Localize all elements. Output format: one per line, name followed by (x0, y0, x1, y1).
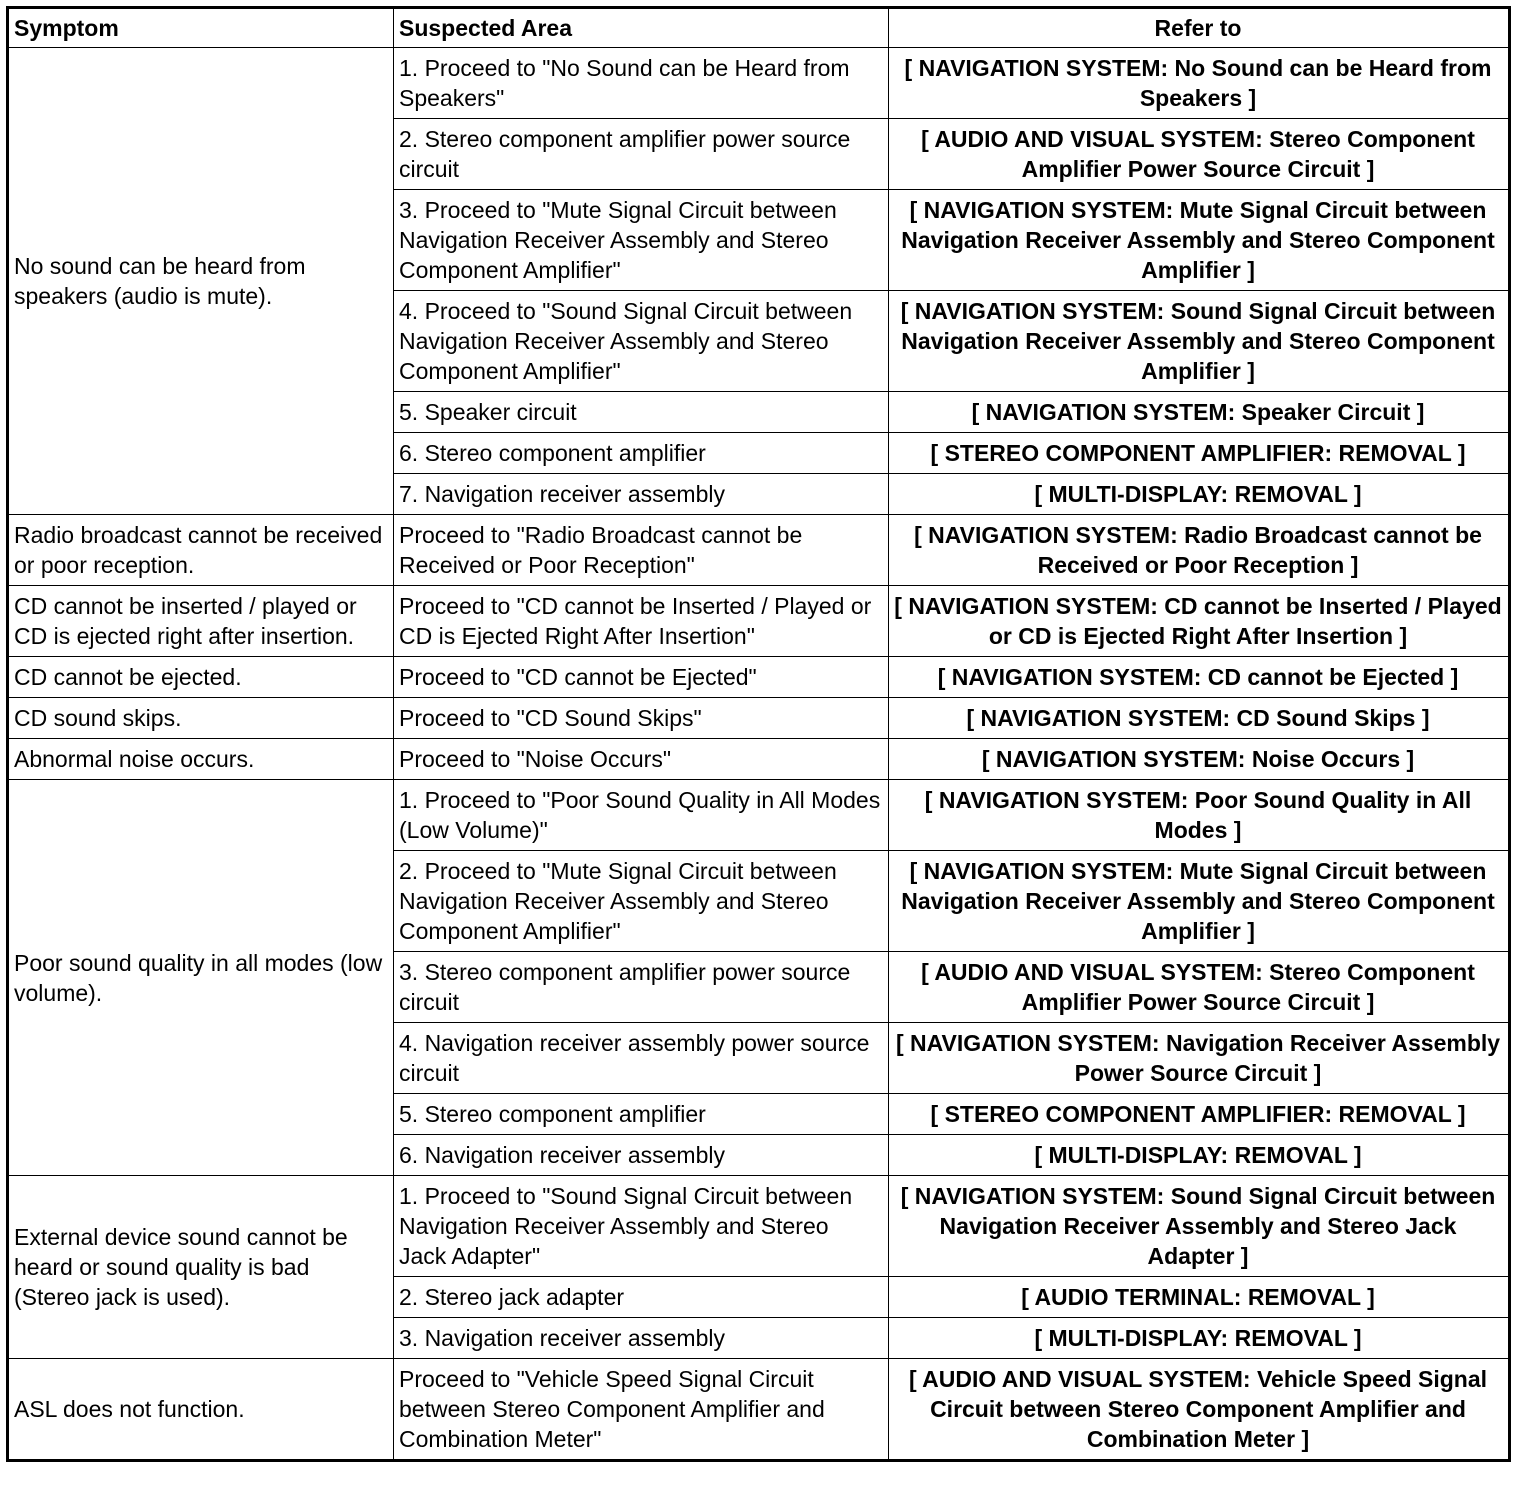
table-row (8, 739, 1510, 780)
table-row (8, 1176, 1510, 1277)
refer-to-link[interactable]: [ NAVIGATION SYSTEM: Speaker Circuit ] (889, 392, 1510, 433)
suspected-area-cell: 3. Proceed to "Mute Signal Circuit between Navigation Receiver Assembly and Stereo Component Amplifier" (394, 190, 889, 291)
suspected-area-cell: 1. Proceed to "Poor Sound Quality in All Modes (Low Volume)" (394, 780, 889, 851)
symptom-cell: External device sound cannot be heard or sound quality is bad (Stereo jack is used). (8, 1176, 394, 1359)
refer-to-link[interactable]: [ AUDIO AND VISUAL SYSTEM: Stereo Component Amplifier Power Source Circuit ] (889, 952, 1510, 1023)
symptom-cell: CD cannot be inserted / played or CD is ejected right after insertion. (8, 586, 394, 657)
suspected-area-cell: Proceed to "CD cannot be Ejected" (394, 657, 889, 698)
suspected-area-cell: Proceed to "Radio Broadcast cannot be Received or Poor Reception" (394, 515, 889, 586)
symptom-cell: Abnormal noise occurs. (8, 739, 394, 780)
header-symptom: Symptom (8, 8, 394, 48)
refer-to-link[interactable]: [ MULTI-DISPLAY: REMOVAL ] (889, 474, 1510, 515)
symptom-cell: CD sound skips. (8, 698, 394, 739)
symptom-cell: Radio broadcast cannot be received or poor reception. (8, 515, 394, 586)
table-row (8, 780, 1510, 851)
refer-to-link[interactable]: [ NAVIGATION SYSTEM: Radio Broadcast cannot be Received or Poor Reception ] (889, 515, 1510, 586)
table-row (8, 586, 1510, 657)
suspected-area-cell: 6. Stereo component amplifier (394, 433, 889, 474)
symptom-cell: CD cannot be ejected. (8, 657, 394, 698)
table-header (8, 8, 1510, 48)
suspected-area-cell: 1. Proceed to "Sound Signal Circuit between Navigation Receiver Assembly and Stereo Jack Adapter" (394, 1176, 889, 1277)
refer-to-link[interactable]: [ NAVIGATION SYSTEM: Sound Signal Circuit between Navigation Receiver Assembly and Stereo Component Amplifier ] (889, 291, 1510, 392)
suspected-area-cell: 4. Proceed to "Sound Signal Circuit between Navigation Receiver Assembly and Stereo Component Amplifier" (394, 291, 889, 392)
suspected-area-cell: 1. Proceed to "No Sound can be Heard from Speakers" (394, 48, 889, 119)
suspected-area-cell: 6. Navigation receiver assembly (394, 1135, 889, 1176)
refer-to-link[interactable]: [ NAVIGATION SYSTEM: Poor Sound Quality in All Modes ] (889, 780, 1510, 851)
table-row (8, 1359, 1510, 1461)
refer-to-link[interactable]: [ STEREO COMPONENT AMPLIFIER: REMOVAL ] (889, 1094, 1510, 1135)
suspected-area-cell: 3. Stereo component amplifier power source circuit (394, 952, 889, 1023)
suspected-area-cell: 3. Navigation receiver assembly (394, 1318, 889, 1359)
refer-to-link[interactable]: [ NAVIGATION SYSTEM: Mute Signal Circuit between Navigation Receiver Assembly and Stereo Component Amplifier ] (889, 190, 1510, 291)
suspected-area-cell: 5. Stereo component amplifier (394, 1094, 889, 1135)
refer-to-link[interactable]: [ AUDIO TERMINAL: REMOVAL ] (889, 1277, 1510, 1318)
refer-to-link[interactable]: [ AUDIO AND VISUAL SYSTEM: Stereo Component Amplifier Power Source Circuit ] (889, 119, 1510, 190)
suspected-area-cell: 2. Stereo jack adapter (394, 1277, 889, 1318)
refer-to-link[interactable]: [ STEREO COMPONENT AMPLIFIER: REMOVAL ] (889, 433, 1510, 474)
header-refer-to: Refer to (889, 8, 1510, 48)
refer-to-link[interactable]: [ NAVIGATION SYSTEM: CD cannot be Inserted / Played or CD is Ejected Right After Insertion ] (889, 586, 1510, 657)
suspected-area-cell: Proceed to "Noise Occurs" (394, 739, 889, 780)
symptom-table (6, 6, 1511, 1462)
refer-to-link[interactable]: [ NAVIGATION SYSTEM: Sound Signal Circuit between Navigation Receiver Assembly and Stereo Jack Adapter ] (889, 1176, 1510, 1277)
refer-to-link[interactable]: [ NAVIGATION SYSTEM: Noise Occurs ] (889, 739, 1510, 780)
table-row (8, 698, 1510, 739)
refer-to-link[interactable]: [ AUDIO AND VISUAL SYSTEM: Vehicle Speed Signal Circuit between Stereo Component Amplifier and Combination Meter ] (889, 1359, 1510, 1461)
header-row (8, 8, 1510, 48)
refer-to-link[interactable]: [ NAVIGATION SYSTEM: CD Sound Skips ] (889, 698, 1510, 739)
symptom-cell: Poor sound quality in all modes (low volume). (8, 780, 394, 1176)
table-body (8, 48, 1510, 1461)
table-row (8, 657, 1510, 698)
suspected-area-cell: 2. Stereo component amplifier power source circuit (394, 119, 889, 190)
symptom-cell: No sound can be heard from speakers (audio is mute). (8, 48, 394, 515)
suspected-area-cell: Proceed to "Vehicle Speed Signal Circuit between Stereo Component Amplifier and Combination Meter" (394, 1359, 889, 1461)
symptom-cell: ASL does not function. (8, 1359, 394, 1461)
refer-to-link[interactable]: [ NAVIGATION SYSTEM: Mute Signal Circuit between Navigation Receiver Assembly and Stereo Component Amplifier ] (889, 851, 1510, 952)
suspected-area-cell: 7. Navigation receiver assembly (394, 474, 889, 515)
header-suspected-area: Suspected Area (394, 8, 889, 48)
suspected-area-cell: 4. Navigation receiver assembly power source circuit (394, 1023, 889, 1094)
suspected-area-cell: Proceed to "CD cannot be Inserted / Played or CD is Ejected Right After Insertion" (394, 586, 889, 657)
suspected-area-cell: 5. Speaker circuit (394, 392, 889, 433)
refer-to-link[interactable]: [ NAVIGATION SYSTEM: No Sound can be Heard from Speakers ] (889, 48, 1510, 119)
refer-to-link[interactable]: [ MULTI-DISPLAY: REMOVAL ] (889, 1318, 1510, 1359)
table-row (8, 515, 1510, 586)
refer-to-link[interactable]: [ NAVIGATION SYSTEM: CD cannot be Ejected ] (889, 657, 1510, 698)
document-page (6, 6, 1511, 1462)
refer-to-link[interactable]: [ NAVIGATION SYSTEM: Navigation Receiver Assembly Power Source Circuit ] (889, 1023, 1510, 1094)
refer-to-link[interactable]: [ MULTI-DISPLAY: REMOVAL ] (889, 1135, 1510, 1176)
suspected-area-cell: 2. Proceed to "Mute Signal Circuit between Navigation Receiver Assembly and Stereo Component Amplifier" (394, 851, 889, 952)
table-row (8, 48, 1510, 119)
suspected-area-cell: Proceed to "CD Sound Skips" (394, 698, 889, 739)
